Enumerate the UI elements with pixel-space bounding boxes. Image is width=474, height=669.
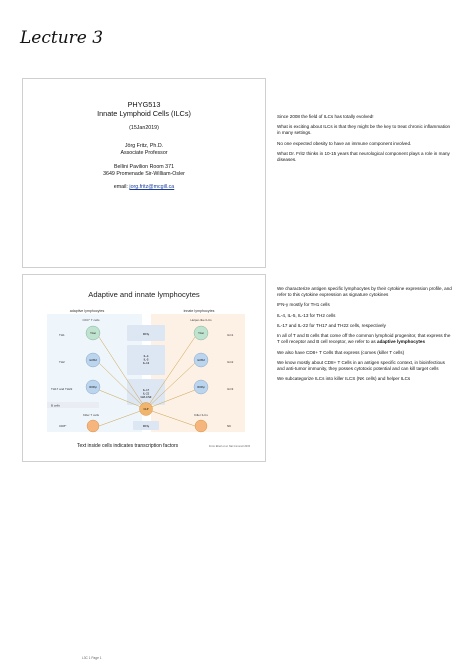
b-cells-label: B cells — [51, 403, 60, 408]
page-footer: L3C 1 Page 1 — [82, 656, 102, 660]
address-line-1: Bellini Pavilion Room 371 — [113, 164, 175, 170]
note-paragraph: We know mostly about CD8+ T Cells in an antigen specific context, in bioinfectious and anti-tumor immunity, they posses cytotoxic potential and can kill target cells — [277, 359, 445, 371]
slide2-notes — [277, 286, 453, 387]
transcription-factor: RORγt — [197, 386, 205, 389]
transcription-factor: GATA3 — [89, 359, 97, 362]
author-name: Jörg Fritz, Ph.D. — [124, 143, 164, 149]
transcription-factor: T-bet — [198, 332, 204, 335]
cytokine-label: IL-4 IL-5 IL-13 — [142, 354, 150, 365]
note-paragraph: IL-17 and IL-22 for TH17 and TH22 cells, respectively — [277, 322, 386, 328]
adaptive-header: adaptive lymphocytes — [69, 309, 105, 313]
page-heading: Lecture 3 — [20, 28, 104, 48]
cytokine-label: IFNγ — [142, 424, 150, 428]
progenitor-label: CLP — [143, 408, 149, 412]
slide-title: Adaptive and innate lymphocytes — [88, 290, 200, 299]
cytokine-label: IFNγ — [142, 332, 150, 336]
row-label: CD8⁺ — [59, 424, 67, 428]
nk-cell — [195, 420, 207, 432]
cytokine-label: IL-17 IL-22 GM-CSF — [140, 388, 152, 399]
cd8-cell — [87, 420, 99, 432]
address-block — [23, 164, 265, 178]
note-paragraph: We subcategorize ILCs into killer ILCS (NK cells) and helper ILCs — [277, 376, 411, 382]
slide1-notes — [277, 114, 453, 167]
transcription-factor: GATA3 — [197, 359, 205, 362]
note-text: In all of T and B cells that come off the common lymphoid progenitor, that express the T cell receptor and B cell receptor, we refer to as — [277, 333, 451, 345]
diagram-slide — [22, 274, 266, 462]
author-position: Associate Professor — [120, 149, 168, 156]
transcription-factor: RORγt — [89, 386, 97, 389]
note-paragraph: Since 2008 the field of ILCs has totally evolved! — [277, 114, 374, 119]
innate-header: innate lymphocytes — [183, 309, 215, 313]
row-label: ILC3 — [227, 387, 234, 391]
email-link[interactable]: jorg.fritz@mcgill.ca — [129, 184, 175, 190]
row-label: TH17 and TH22 — [51, 387, 73, 391]
note-paragraph — [277, 333, 453, 345]
author-block — [23, 143, 265, 157]
note-paragraph: IFN-γ mostly for TH1 cells — [277, 302, 330, 308]
note-paragraph: No one expected obesity to have an immune component involved. — [277, 140, 412, 146]
row-label: ILC2 — [227, 360, 234, 364]
note-paragraph: What is exciting about ILCs is that they might be the key to treat chronic inflammation in many settings. — [277, 124, 451, 136]
title-slide — [22, 78, 266, 268]
cd4-group-label: CD4⁺ T cells — [82, 318, 100, 322]
note-paragraph: What Dr. Fritz thinks in 10-15 years that neurological component plays a role in many diseases. — [277, 150, 450, 162]
note-paragraph: We characterize antigen specific lymphocytes by their cytokine expression profile, and refer to this cytokine expression as signature cytokines — [277, 286, 452, 297]
helper-ilc-group-label: Helper-like ILCs — [190, 318, 212, 322]
note-paragraph: IL-4, IL-5, IL-13 for TH2 cells — [277, 312, 336, 318]
killer-ilc-label: Killer ILCs — [194, 413, 208, 417]
address-line-2: 3649 Promenade Sir-William-Osler — [103, 170, 185, 177]
transcription-factor: T-bet — [90, 332, 96, 335]
lymphocyte-diagram — [43, 308, 249, 440]
note-paragraph: We also have CD8+ T Cells that express (comes (killer T cells) — [277, 349, 405, 355]
killer-t-label: Killer T cells — [82, 413, 100, 417]
note-emphasis: adaptive lymphocytes — [377, 339, 426, 345]
email-line — [23, 184, 265, 191]
slide-title-block — [23, 101, 265, 119]
course-code: PHYG513 — [127, 100, 161, 109]
diagram-caption: Text inside cells indicates transcription factors — [77, 443, 179, 449]
email-label: email: — [113, 184, 128, 190]
lecture-title: Innate Lymphoid Cells (ILCs) — [97, 108, 191, 118]
row-label: TH1 — [59, 333, 65, 337]
diagram-credit: From Eberl et al. Nat Immunol 2015 — [209, 445, 251, 448]
lecture-date: (15Jan2019) — [129, 125, 159, 131]
row-label: ILC1 — [227, 333, 234, 337]
row-label: NK — [227, 424, 232, 428]
row-label: TH2 — [59, 360, 65, 364]
